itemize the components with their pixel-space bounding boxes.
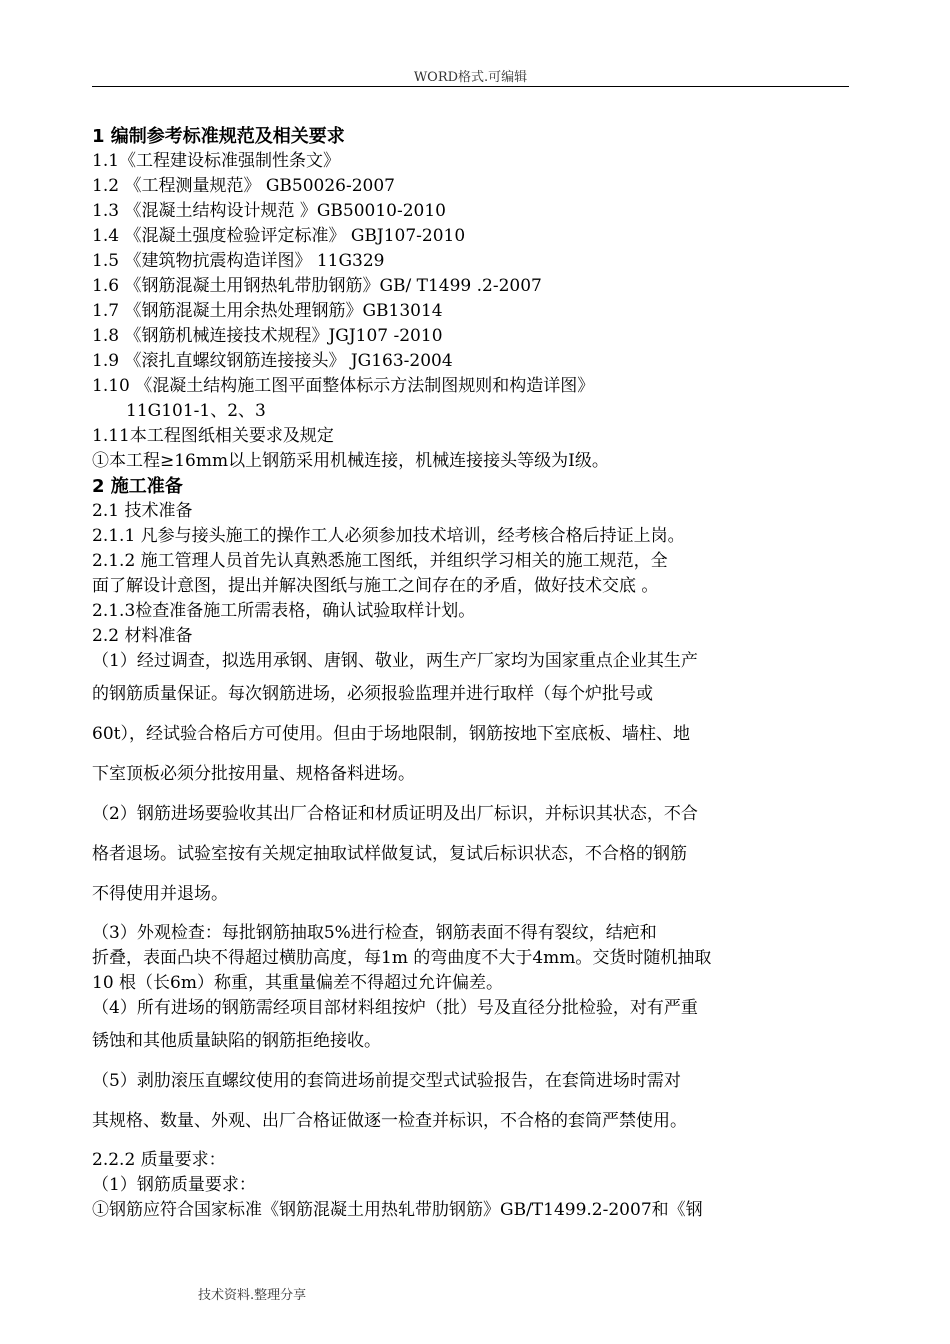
text-line: 2.1.1 凡参与接头施工的操作工人必须参加技术培训，经考核合格后持证上岗。 — [92, 526, 685, 546]
text-line: 折叠，表面凸块不得超过横肋高度，每1m 的弯曲度不大于4mm。交货时随机抽取 — [92, 948, 712, 968]
text-line: 1.1《工程建设标准强制性条文》 — [92, 151, 341, 171]
text-line: 11G101-1、2、3 — [126, 401, 266, 421]
page-footer: 技术资料.整理分享 — [198, 1288, 307, 1303]
section-heading: 2 施工准备 — [92, 476, 183, 497]
text-line: （4）所有进场的钢筋需经项目部材料组按炉（批）号及直径分批检验，对有严重 — [92, 998, 698, 1018]
text-line: ①钢筋应符合国家标准《钢筋混凝土用热轧带肋钢筋》GB/T1499.2-2007和《钢 — [92, 1200, 703, 1220]
header-divider — [92, 86, 849, 87]
text-line: 下室顶板必须分批按用量、规格备料进场。 — [92, 764, 415, 784]
text-line: 的钢筋质量保证。每次钢筋进场，必须报验监理并进行取样（每个炉批号或 — [92, 684, 653, 704]
text-line: 10 根（长6m）称重，其重量偏差不得超过允许偏差。 — [92, 973, 503, 993]
section-heading: 1 编制参考标准规范及相关要求 — [92, 126, 345, 147]
text-line: 1.2 《工程测量规范》 GB50026-2007 — [92, 176, 396, 196]
text-line: 1.11本工程图纸相关要求及规定 — [92, 426, 334, 446]
text-line: 1.5 《建筑物抗震构造详图》 11G329 — [92, 251, 385, 271]
text-line: 2.1 技术准备 — [92, 501, 193, 521]
text-line: 60t），经试验合格后方可使用。但由于场地限制，钢筋按地下室底板、墙柱、地 — [92, 724, 690, 744]
text-line: 2.1.2 施工管理人员首先认真熟悉施工图纸，并组织学习相关的施工规范，全 — [92, 551, 668, 571]
document-body — [92, 124, 862, 1223]
text-line: 2.1.3检查准备施工所需表格，确认试验取样计划。 — [92, 601, 476, 621]
text-line: 1.4 《混凝土强度检验评定标准》 GBJ107-2010 — [92, 226, 466, 246]
text-line: 格者退场。试验室按有关规定抽取试样做复试，复试后标识状态，不合格的钢筋 — [92, 844, 687, 864]
text-line: （2）钢筋进场要验收其出厂合格证和材质证明及出厂标识，并标识其状态，不合 — [92, 804, 698, 824]
text-line: （3）外观检查：每批钢筋抽取5%进行检查，钢筋表面不得有裂纹，结疤和 — [92, 923, 657, 943]
text-line: 1.9 《滚扎直螺纹钢筋连接接头》 JG163-2004 — [92, 351, 453, 371]
text-line: 1.10 《混凝土结构施工图平面整体标示方法制图规则和构造详图》 — [92, 376, 595, 396]
text-line: 面了解设计意图，提出并解决图纸与施工之间存在的矛盾，做好技术交底 。 — [92, 576, 659, 596]
text-line: 其规格、数量、外观、出厂合格证做逐一检查并标识，不合格的套筒严禁使用。 — [92, 1111, 687, 1131]
text-line: 1.6 《钢筋混凝土用钢热轧带肋钢筋》GB/ T1499 .2-2007 — [92, 276, 542, 296]
text-line: 锈蚀和其他质量缺陷的钢筋拒绝接收。 — [92, 1031, 381, 1051]
text-line: 1.3 《混凝土结构设计规范 》GB50010-2010 — [92, 201, 447, 221]
text-line: （5）剥肋滚压直螺纹使用的套筒进场前提交型式试验报告，在套筒进场时需对 — [92, 1071, 681, 1091]
page-header: WORD格式.可编辑 — [413, 70, 528, 85]
text-line: 1.7 《钢筋混凝土用余热处理钢筋》GB13014 — [92, 301, 443, 321]
text-line: 不得使用并退场。 — [92, 884, 228, 904]
text-line: 2.2 材料准备 — [92, 626, 193, 646]
text-line: 1.8 《钢筋机械连接技术规程》JGJ107 -2010 — [92, 326, 443, 346]
text-line: （1）经过调查，拟选用承钢、唐钢、敬业，两生产厂家均为国家重点企业其生产 — [92, 651, 698, 671]
text-line: （1）钢筋质量要求： — [92, 1175, 256, 1195]
text-line: 2.2.2 质量要求： — [92, 1150, 226, 1170]
text-line: ①本工程≥16mm以上钢筋采用机械连接，机械连接接头等级为Ⅰ级。 — [92, 451, 609, 471]
